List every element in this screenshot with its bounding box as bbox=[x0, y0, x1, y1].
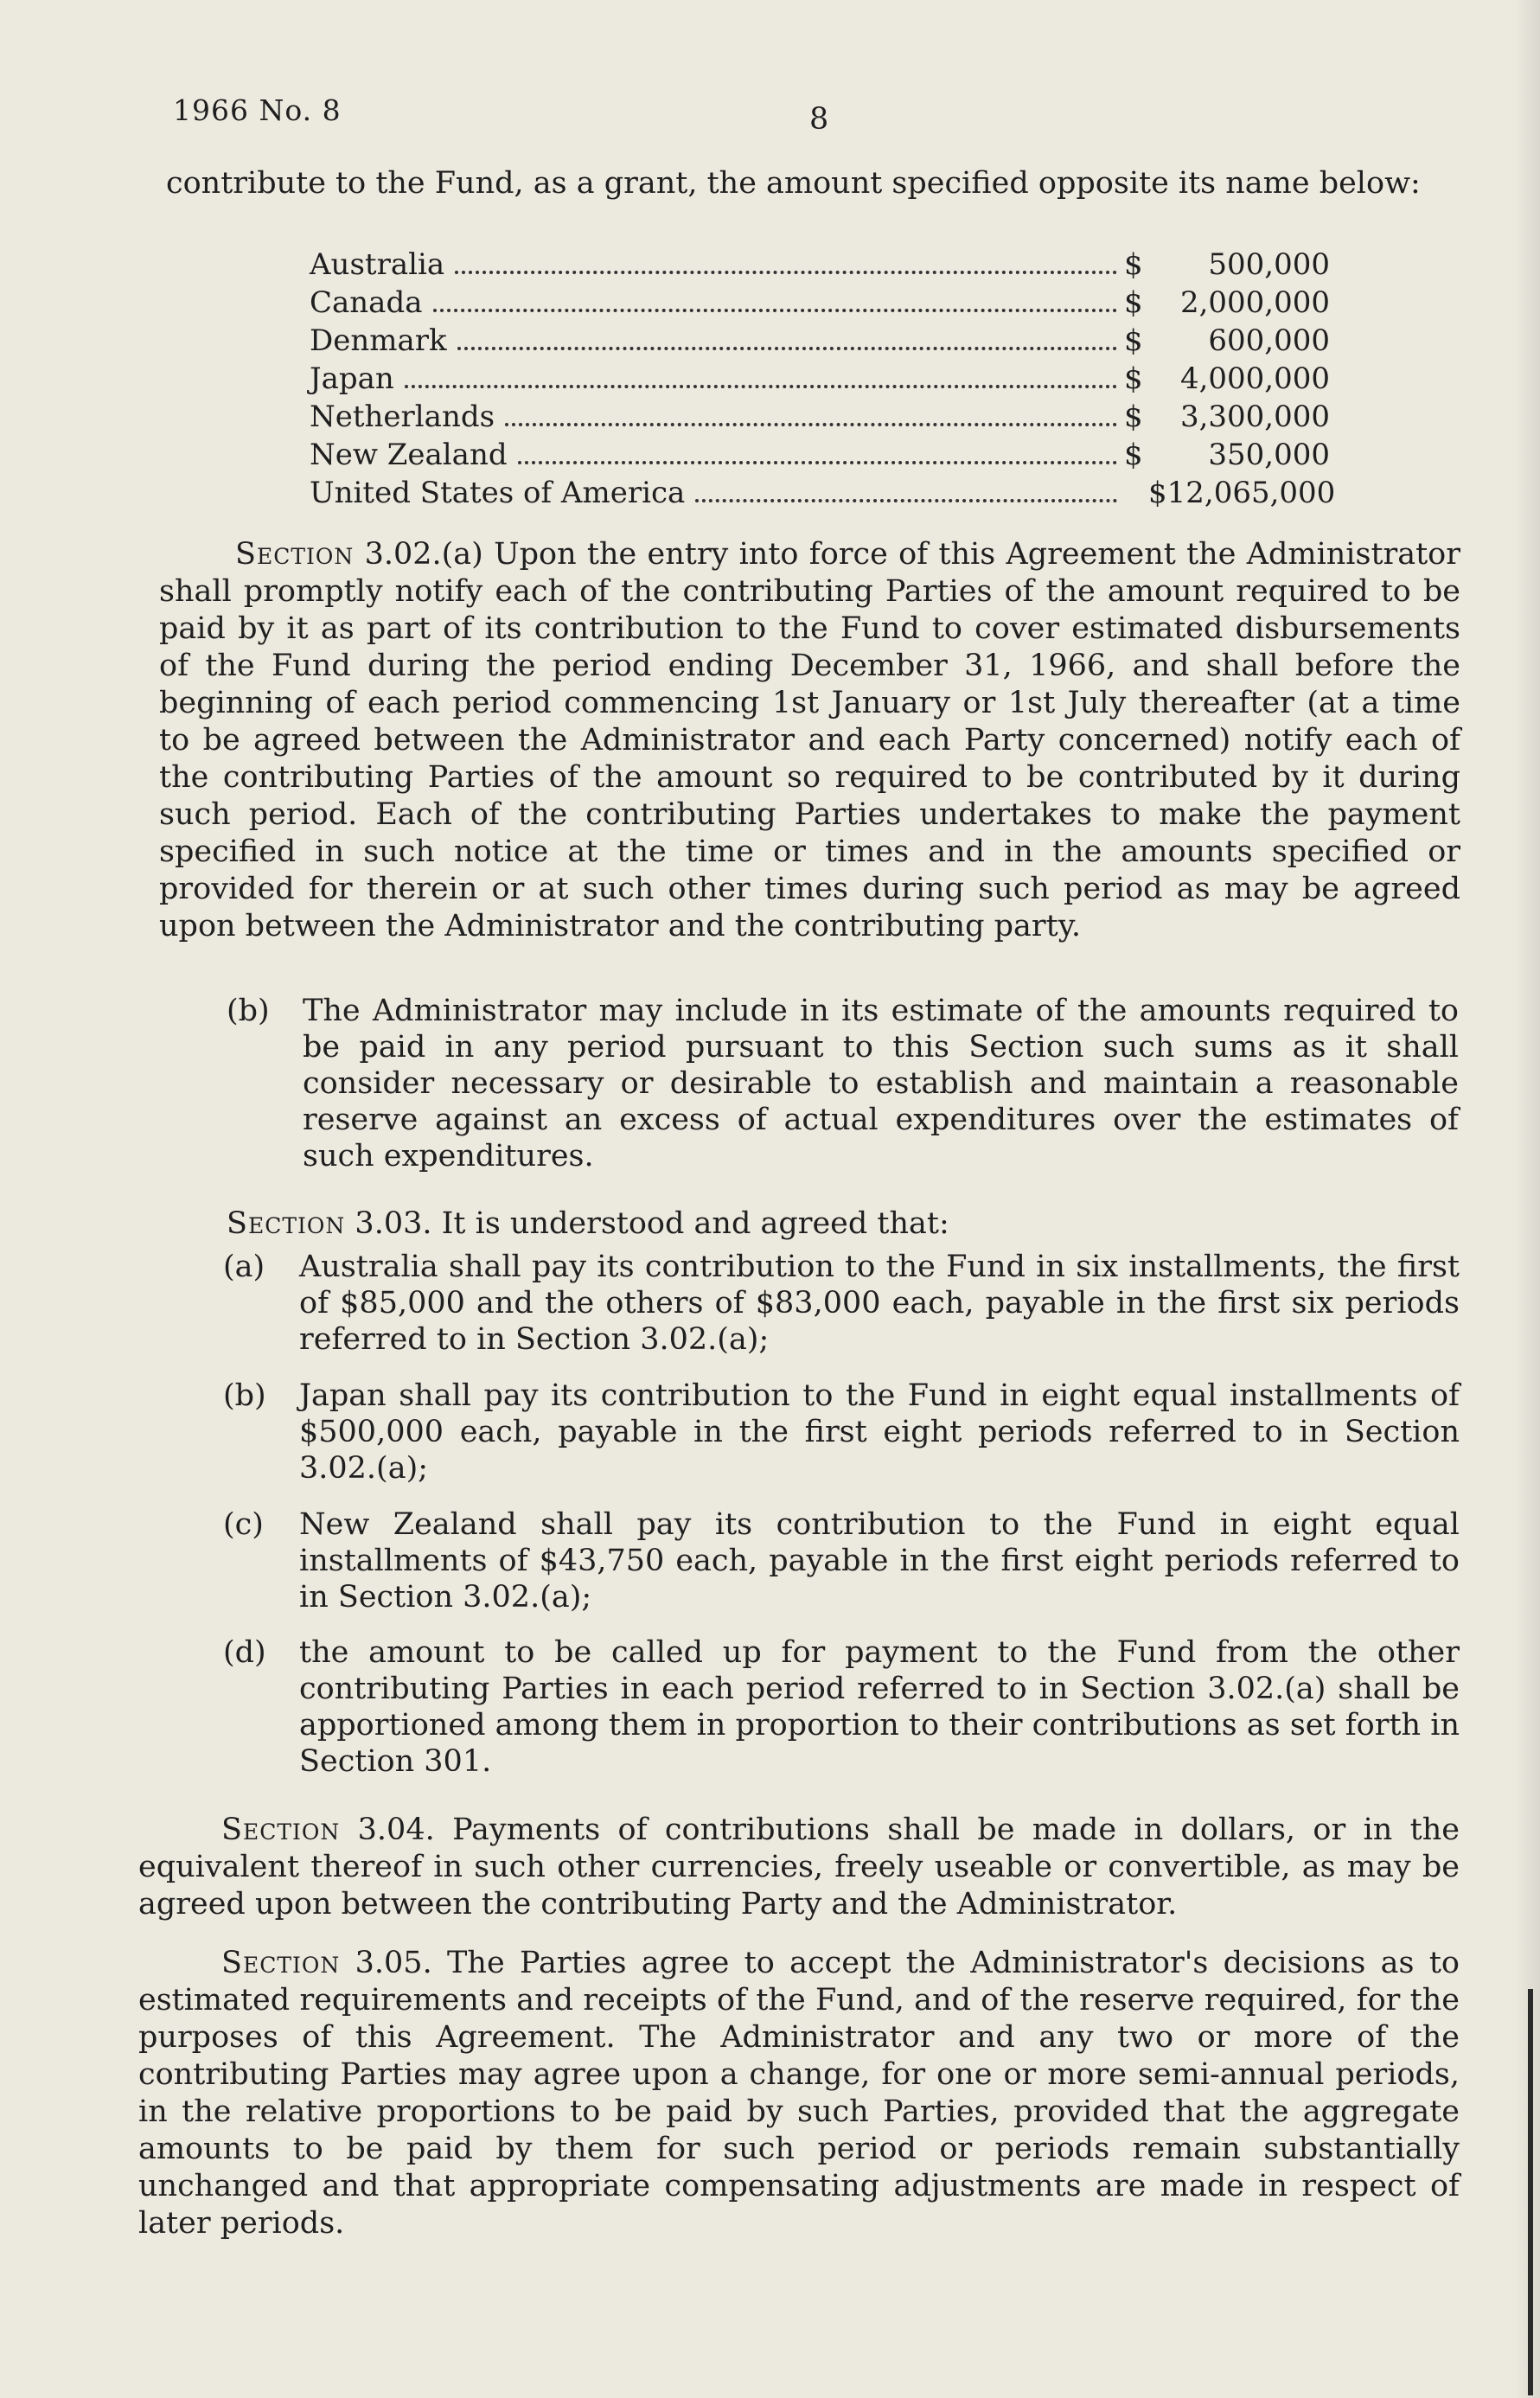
page-edge-shadow bbox=[1514, 0, 1540, 2398]
leader-dots bbox=[505, 422, 1117, 426]
currency-sign: $ bbox=[1124, 247, 1143, 282]
item-label: (a) bbox=[223, 1250, 265, 1284]
currency-sign: $ bbox=[1124, 438, 1143, 472]
contribution-row bbox=[310, 400, 1330, 438]
contribution-amount: 350,000 bbox=[1208, 438, 1330, 472]
contribution-row bbox=[310, 323, 1330, 361]
binding-edge bbox=[1528, 1989, 1533, 2395]
section-3-03-intro-text: 3.03. It is understood and agreed that: bbox=[355, 1206, 949, 1241]
section-3-02-a bbox=[159, 536, 1460, 945]
contribution-row bbox=[310, 361, 1330, 400]
item-label: (b) bbox=[223, 1378, 266, 1413]
contribution-amount: 600,000 bbox=[1208, 323, 1330, 358]
leader-dots bbox=[518, 460, 1117, 464]
currency-sign: $ bbox=[1124, 285, 1143, 320]
section-3-02-b-text: The Administrator may include in its estimate of the amounts required to be paid in any period pursuant to this Section such sums as it shall consider necessary or desirable to establish and maintain a reasonable reserve against an excess of actual expenditures over the estimates of such expenditures. bbox=[303, 994, 1459, 1173]
country-name: Netherlands bbox=[310, 400, 495, 434]
item-text: the amount to be called up for payment to the Fund from the other contributing Parties in each period referred to in Section 3.02.(a) shall be apportioned among them in proportion to their contributions as set forth in Section 301. bbox=[299, 1635, 1460, 1779]
section-3-02-b bbox=[227, 993, 1459, 1174]
leader-dots bbox=[433, 308, 1118, 312]
section-3-03-item-d bbox=[223, 1634, 1460, 1780]
section-3-03-item-a bbox=[223, 1249, 1460, 1358]
country-name: Japan bbox=[310, 361, 394, 396]
item-label: (c) bbox=[223, 1507, 264, 1542]
contribution-amount: 2,000,000 bbox=[1179, 285, 1330, 320]
contribution-row bbox=[310, 438, 1330, 476]
country-name: New Zealand bbox=[310, 438, 508, 472]
section-3-03-item-b bbox=[223, 1378, 1460, 1487]
country-name: Australia bbox=[310, 247, 445, 282]
country-name: Canada bbox=[310, 285, 423, 320]
contribution-amount: 3,300,000 bbox=[1179, 400, 1330, 434]
section-3-03-item-c bbox=[223, 1506, 1460, 1615]
leader-dots bbox=[405, 384, 1117, 388]
section-3-05 bbox=[138, 1945, 1460, 2242]
contribution-row bbox=[310, 285, 1330, 323]
item-text: Japan shall pay its contribution to the Fund in eight equal installments of $500,000 each, payable in the first eight periods referred to in Section 3.02.(a); bbox=[299, 1378, 1460, 1486]
leader-dots bbox=[455, 270, 1117, 274]
currency-sign: $ bbox=[1124, 361, 1143, 396]
page-header: 1966 No. 8 bbox=[173, 93, 342, 127]
contribution-amount: 4,000,000 bbox=[1179, 361, 1330, 396]
item-text: Australia shall pay its contribution to the Fund in six installments, the first of $85,000 and the others of $83,000 each, payable in the first six periods referred to in Section 3.02.(a); bbox=[299, 1250, 1460, 1357]
currency-sign: $ bbox=[1124, 323, 1143, 358]
section-heading: Section bbox=[221, 1946, 341, 1980]
section-3-05-text: 3.05. The Parties agree to accept the Administrator's decisions as to estimated requirements and receipts of the Fund, and of the reserve required, for the purposes of this Agreement. The Administrator and any two or more of the contributing Parties may agree upon a change, for one or more semi-annual periods, in the relative proportions to be paid by such Parties, provided that the aggregate amounts to be paid by them for such period or periods remain substantially unchanged and that appropriate compensating adjustments are made in respect of later periods. bbox=[138, 1946, 1460, 2241]
leader-dots bbox=[457, 346, 1117, 350]
section-3-03-intro bbox=[227, 1205, 1459, 1243]
section-heading: Section bbox=[227, 1206, 346, 1241]
item-label: (b) bbox=[227, 994, 270, 1028]
section-heading: Section bbox=[221, 1813, 341, 1847]
section-3-04-text: 3.04. Payments of contributions shall be made in dollars, or in the equivalent thereof in such other currencies, freely useable or convertible, as may be agreed upon between the contributing Party and the Administrator. bbox=[138, 1813, 1460, 1922]
contribution-list bbox=[310, 247, 1336, 514]
item-text: New Zealand shall pay its contribution to the Fund in eight equal installments of $43,750 each, payable in the first eight periods referred to in Section 3.02.(a); bbox=[299, 1507, 1460, 1615]
contribution-row bbox=[310, 247, 1330, 285]
page-number: 8 bbox=[809, 102, 829, 137]
contribution-amount: $12,065,000 bbox=[1148, 476, 1336, 510]
item-label: (d) bbox=[223, 1635, 266, 1670]
section-heading: Section bbox=[235, 537, 355, 572]
country-name: Denmark bbox=[310, 323, 447, 358]
country-name: United States of America bbox=[310, 476, 686, 510]
currency-sign: $ bbox=[1124, 400, 1143, 434]
contribution-amount: 500,000 bbox=[1208, 247, 1330, 282]
section-3-02-a-text: 3.02.(a) Upon the entry into force of this Agreement the Administrator shall promptly notify each of the contributing Parties of the amount required to be paid by it as part of its contribution to the Fund to cover estimated disbursements of the Fund during the period ending December 31, 1966, and shall before the beginning of each period commencing 1st January or 1st July thereafter (at a time to be agreed between the Administrator and each Party concerned) notify each of the contributing Parties of the amount so required to be contributed by it during such period. Each of the contributing Parties undertakes to make the payment specified in such notice at the time or times and in the amounts specified or provided for therein or at such other times during such period as may be agreed upon between the Administrator and the contributing party. bbox=[159, 537, 1460, 943]
section-3-04 bbox=[138, 1812, 1460, 1923]
intro-text: contribute to the Fund, as a grant, the amount specified opposite its name below: bbox=[166, 166, 1421, 201]
leader-dots bbox=[695, 498, 1117, 502]
contribution-row bbox=[310, 476, 1336, 514]
